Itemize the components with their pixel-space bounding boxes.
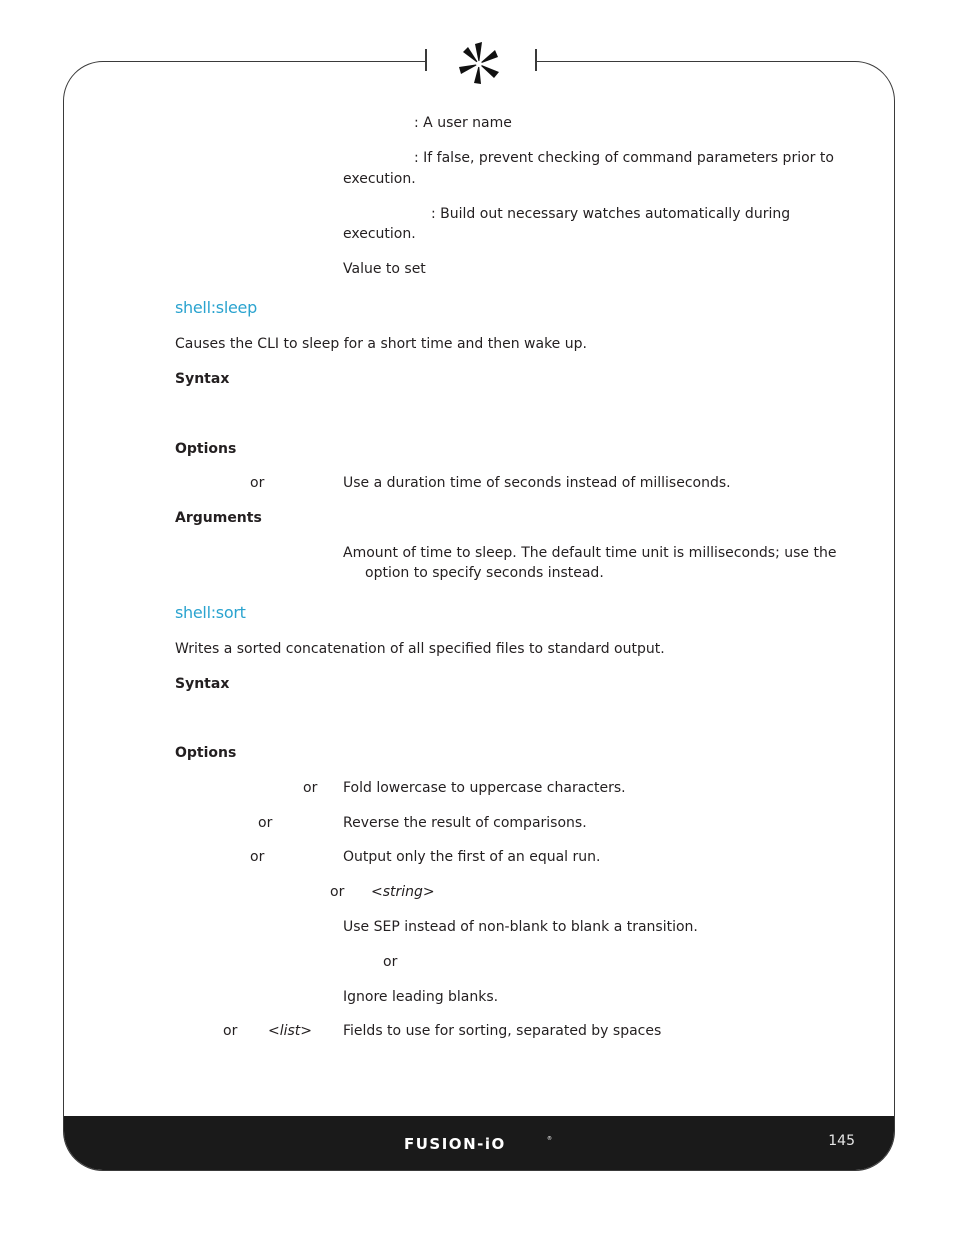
sort-opt5-desc: Ignore leading blanks.	[343, 989, 499, 1005]
sleep-arg-desc-line2: option to specify seconds instead.	[365, 565, 604, 581]
fusion-io-flower-icon	[450, 40, 508, 88]
sort-opt4-arg: <string>	[371, 884, 435, 900]
sleep-options-label: Options	[175, 441, 237, 457]
sort-opt5-or: or	[383, 954, 398, 970]
sort-syntax-label: Syntax	[175, 676, 230, 692]
sort-opt6-desc: Fields to use for sorting, separated by spaces	[343, 1023, 662, 1039]
footer-bar	[64, 1116, 894, 1170]
sort-opt6-or: or	[223, 1023, 238, 1039]
sort-opt2-desc: Reverse the result of comparisons.	[343, 815, 587, 831]
sort-opt6-arg: <list>	[268, 1023, 313, 1039]
sleep-syntax-label: Syntax	[175, 371, 230, 387]
sleep-arguments-label: Arguments	[175, 510, 262, 526]
svg-text:®: ®	[547, 1136, 552, 1142]
sort-heading: shell:sort	[175, 603, 246, 622]
fusion-io-logo	[404, 1134, 554, 1152]
param-watch-desc-line1: : Build out necessary watches automatically during	[431, 206, 791, 222]
svg-text:FUSION-iO: FUSION-iO	[404, 1135, 506, 1152]
param-check-desc-line2: execution.	[343, 171, 416, 187]
param-value-desc: Value to set	[343, 261, 426, 277]
header-divider-left	[425, 49, 427, 71]
sleep-arg-desc-line1: Amount of time to sleep. The default time unit is milliseconds; use the	[343, 545, 837, 561]
param-watch-desc-line2: execution.	[343, 226, 416, 242]
header-divider-right	[535, 49, 537, 71]
sort-description: Writes a sorted concatenation of all specified files to standard output.	[175, 641, 665, 657]
sort-opt1-desc: Fold lowercase to uppercase characters.	[343, 780, 626, 796]
sort-opt4-or: or	[330, 884, 345, 900]
param-user-desc: : A user name	[414, 115, 512, 131]
sort-options-label: Options	[175, 745, 237, 761]
sort-opt1-or: or	[303, 780, 318, 796]
sort-opt3-or: or	[250, 849, 265, 865]
sort-opt3-desc: Output only the first of an equal run.	[343, 849, 601, 865]
sleep-heading: shell:sleep	[175, 298, 257, 317]
sleep-description: Causes the CLI to sleep for a short time and then wake up.	[175, 336, 587, 352]
sleep-option-desc: Use a duration time of seconds instead of milliseconds.	[343, 475, 731, 491]
sleep-option-or: or	[250, 475, 265, 491]
param-check-desc-line1: : If false, prevent checking of command parameters prior to	[414, 150, 834, 166]
page-number: 145	[828, 1133, 855, 1149]
sort-opt4-desc: Use SEP instead of non-blank to blank a transition.	[343, 919, 698, 935]
sort-opt2-or: or	[258, 815, 273, 831]
